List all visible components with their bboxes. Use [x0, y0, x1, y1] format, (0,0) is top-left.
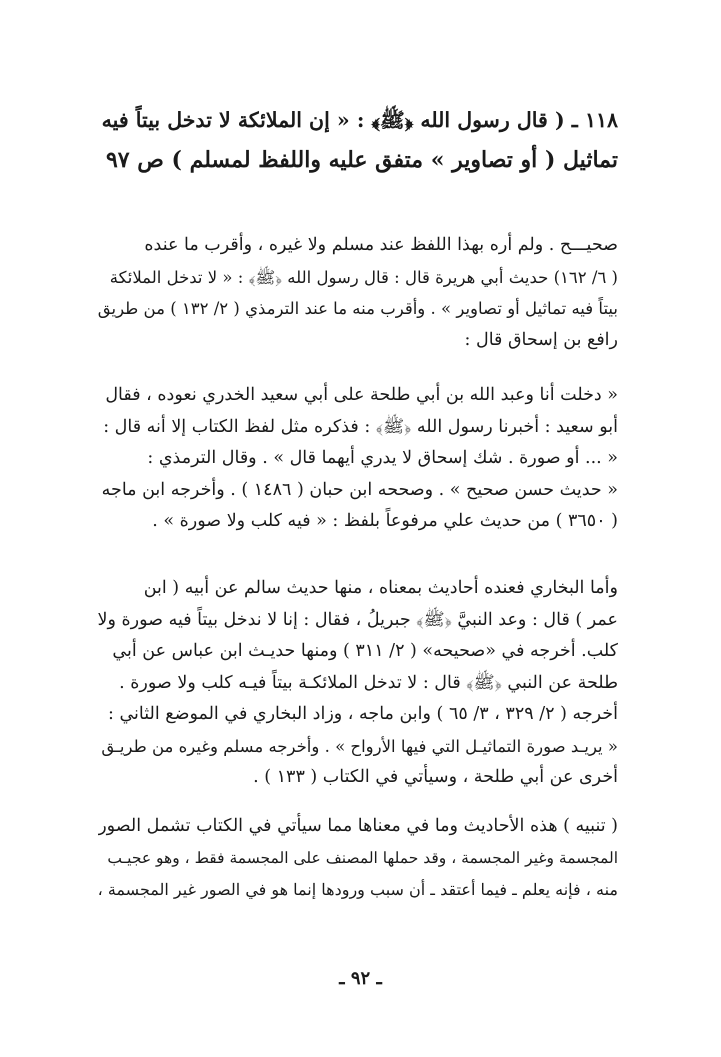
paragraph-line: « يريـد صورة التماثيـل التي فيها الأرواح » . وأخرجه مسلم وغيره من طريـق	[101, 736, 618, 756]
paragraph-line: أبو سعيد : أخبرنا رسول الله ﴿ﷺ﴾ : فذكره مثل لفظ الكتاب إلا أنه قال :	[103, 416, 618, 437]
paragraph-line: « ... أو صورة . شك إسحاق لا يدري أيهما قال » . وقال الترمذي :	[147, 448, 618, 468]
paragraph-line: ( ٣٦٥٠ ) من حديث علي مرفوعاً بلفظ : « فيه كلب ولا صورة » .	[152, 511, 618, 531]
paragraph-line: طلحة عن النبي ﴿ﷺ﴾ قال : لا تدخل الملائكـة بيتاً فيـه كلب ولا صورة .	[119, 672, 618, 693]
paragraph-grading	[98, 230, 618, 356]
paragraph-line: أخرى عن أبي طلحة ، وسيأتي في الكتاب ( ١٣٣ ) .	[253, 767, 618, 787]
paragraph-line: كلب. أخرجه في «صحيحه» ( ٢/ ٣١١ ) ومنها حديـث ابن عباس عن أبي	[112, 641, 618, 661]
paragraph-line: المجسمة وغير المجسمة ، وقد حملها المصنف على المجسمة فقط ، وهو عجيـب	[107, 848, 618, 867]
paragraph-line: منه ، فإنه يعلم ـ فيما أعتقد ـ أن سبب ورودها إنما هو في الصور غير المجسمة ،	[98, 880, 618, 899]
paragraph-line: « دخلت أنا وعبد الله بن أبي طلحة على أبي سعيد الخدري نعوده ، فقال	[105, 385, 618, 405]
paragraph-line: ( تنبيه ) هذه الأحاديث وما في معناها مما سيأتي في الكتاب تشمل الصور	[98, 816, 618, 836]
paragraph-bukhari	[98, 573, 618, 794]
paragraph-line: « حديث حسن صحيح » . وصححه ابن حبان ( ١٤٨٦ ) . وأخرجه ابن ماجه	[101, 479, 618, 500]
paragraph-line: ( ٦/ ١٦٢) حديث أبي هريرة قال : قال رسول الله ﴿ﷺ﴾ : « لا تدخل الملائكة	[109, 267, 618, 287]
hadith-heading	[98, 100, 618, 180]
heading-line: تماثيل ( أو تصاوير » متفق عليه واللفظ لمسلم ) ص ٩٧	[105, 147, 618, 173]
page-number: ـ ٩٢ ـ	[339, 968, 382, 989]
paragraph-line: عمر ) قال : وعد النبيَّ ﴿ﷺ﴾ جبريلُ ، فقال : إنا لا ندخل بيتاً فيه صورة ولا	[98, 609, 618, 630]
paragraph-line: وأما البخاري فعنده أحاديث بمعناه ، منها حديث سالم عن أبيه ( ابن	[143, 578, 618, 598]
paragraph-line: صحيـــح . ولم أره بهذا اللفظ عند مسلم ولا غيره ، وأقرب ما عنده	[144, 235, 618, 255]
heading-line: ١١٨ ـ ( قال رسول الله ﴿ﷺ﴾ : « إن الملائكة لا تدخل بيتاً فيه	[101, 108, 618, 132]
paragraph-note	[98, 811, 618, 906]
paragraph-line: رافع بن إسحاق قال :	[464, 329, 618, 350]
paragraph-narration	[98, 380, 618, 538]
paragraph-line: أخرجه ( ٢/ ٣٢٩ ، ٣/ ٦٥ ) وابن ماجه ، وزاد البخاري في الموضع الثاني :	[107, 704, 618, 724]
paragraph-line: بيتاً فيه تماثيل أو تصاوير » . وأقرب منه ما عند الترمذي ( ٢/ ١٣٢ ) من طريق	[98, 299, 618, 318]
